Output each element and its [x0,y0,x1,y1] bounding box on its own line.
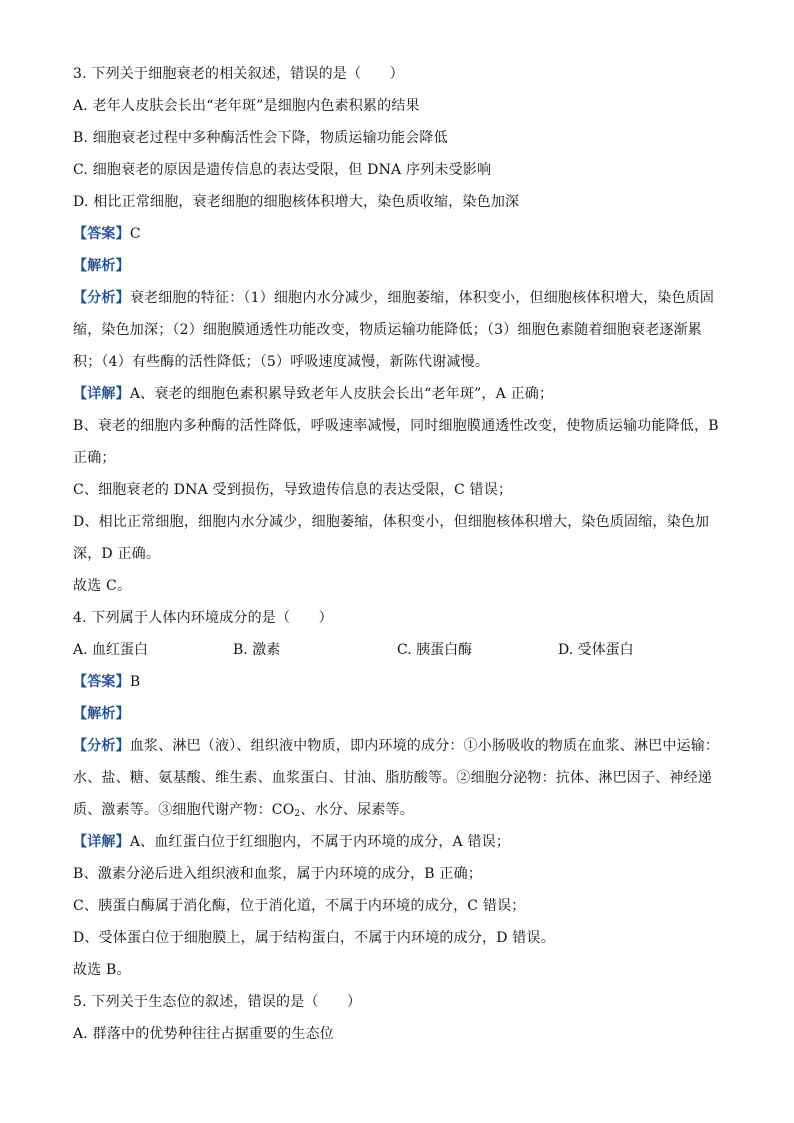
xiangjie-text: A、血红蛋白位于红细胞内，不属于内环境的成分，A 错误； [129,834,511,850]
q4-fenxi-line-1 [73,736,719,756]
q3-option-d: D. 相比正常细胞，衰老细胞的细胞核体积增大，染色质收缩，染色加深 [73,194,520,210]
q3-fenxi-line-2: 缩，染色加深；（2）细胞膜通透性功能改变，物质运输功能降低；（3）细胞色素随着细胞衰老逐渐累 [73,322,703,338]
q3-stem: 3. 下列关于细胞衰老的相关叙述，错误的是（ ） [73,66,404,82]
q3-xiangjie-line-5: D、相比正常细胞，细胞内水分减少，细胞萎缩，体积变小，但细胞核体积增大，染色质固缩，染色加 [73,514,710,530]
q4-stem: 4. 下列属于人体内环境成分的是（ ） [73,610,333,626]
answer-label: 【答案】 [73,226,130,242]
xiangjie-label: 【详解】 [73,386,130,402]
subscript: 2 [294,809,301,819]
q5-stem: 5. 下列关于生态位的叙述，错误的是（ ） [73,994,362,1010]
fenxi-label: 【分析】 [73,738,130,754]
q3-xiangjie-line-6: 深，D 正确。 [73,546,161,562]
q3-xiangjie-line-4: C、细胞衰老的 DNA 受到损伤，导致遗传信息的表达受限，C 错误； [73,482,513,498]
q4-option-d: D. 受体蛋白 [558,642,634,658]
q3-option-c: C. 细胞衰老的原因是遗传信息的表达受限，但 DNA 序列未受影响 [73,162,492,178]
q4-conclusion: 故选 B。 [73,962,131,978]
q4-jiexi [73,704,130,724]
q4-fenxi-line-3 [73,800,414,820]
q4-xiangjie-line-4: D、受体蛋白位于细胞膜上，属于结构蛋白，不属于内环境的成分，D 错误。 [73,930,555,946]
q3-conclusion: 故选 C。 [73,578,132,594]
q3-fenxi-line-1 [73,288,714,308]
q4-xiangjie-line-2: B、激素分泌后进入组织液和血浆，属于内环境的成分，B 正确； [73,866,483,882]
q4-fenxi-line-2: 水、盐、糖、氨基酸、维生素、血浆蛋白、甘油、脂肪酸等。②细胞分泌物：抗体、淋巴因子、神经递 [73,770,712,786]
q3-fenxi-line-3: 积；（4）有些酶的活性降低；（5）呼吸速度减慢，新陈代谢减慢。 [73,354,490,370]
xiangjie-text: A、衰老的细胞色素积累导致老年人皮肤会长出“老年斑”，A 正确； [129,386,554,402]
q5-option-a: A. 群落中的优势种往往占据重要的生态位 [73,1026,335,1042]
q4-option-a: A. 血红蛋白 [73,642,149,658]
fenxi-label: 【分析】 [73,290,130,306]
q4-xiangjie-line-3: C、胰蛋白酶属于消化酶，位于消化道，不属于内环境的成分，C 错误； [73,898,526,914]
answer-label: 【答案】 [73,674,130,690]
answer-value: C [129,226,141,242]
q3-xiangjie-line-3: 正确； [73,450,116,466]
q3-option-b: B. 细胞衰老过程中多种酶活性会下降，物质运输功能会降低 [73,130,448,146]
q3-jiexi [73,256,130,276]
q3-xiangjie-line-2: B、衰老的细胞内多种酶的活性降低，呼吸速率减慢，同时细胞膜通透性改变，使物质运输功能降低，B [73,418,719,434]
answer-value: B [129,674,141,690]
xiangjie-label: 【详解】 [73,834,130,850]
fenxi-text: 血浆、淋巴（液）、组织液中物质，即内环境的成分：①小肠吸收的物质在血浆、淋巴中运输： [129,738,720,754]
jiexi-label: 【解析】 [73,706,130,722]
jiexi-label: 【解析】 [73,258,130,274]
fenxi-text: 衰老细胞的特征：（1）细胞内水分减少，细胞萎缩，体积变小，但细胞核体积增大，染色质固 [129,290,715,306]
q3-xiangjie-line-1 [73,384,553,404]
q4-option-c: C. 胰蛋白酶 [397,642,473,658]
q3-answer [73,224,141,244]
q4-option-b: B. 激素 [233,642,281,658]
q4-xiangjie-line-1 [73,832,510,852]
q4-answer [73,672,140,692]
fenxi-text-b: 、水分、尿素等。 [300,802,414,818]
fenxi-text-a: 质、激素等。③细胞代谢产物：CO [73,802,295,818]
q3-option-a: A. 老年人皮肤会长出“老年斑”是细胞内色素积累的结果 [73,98,420,114]
